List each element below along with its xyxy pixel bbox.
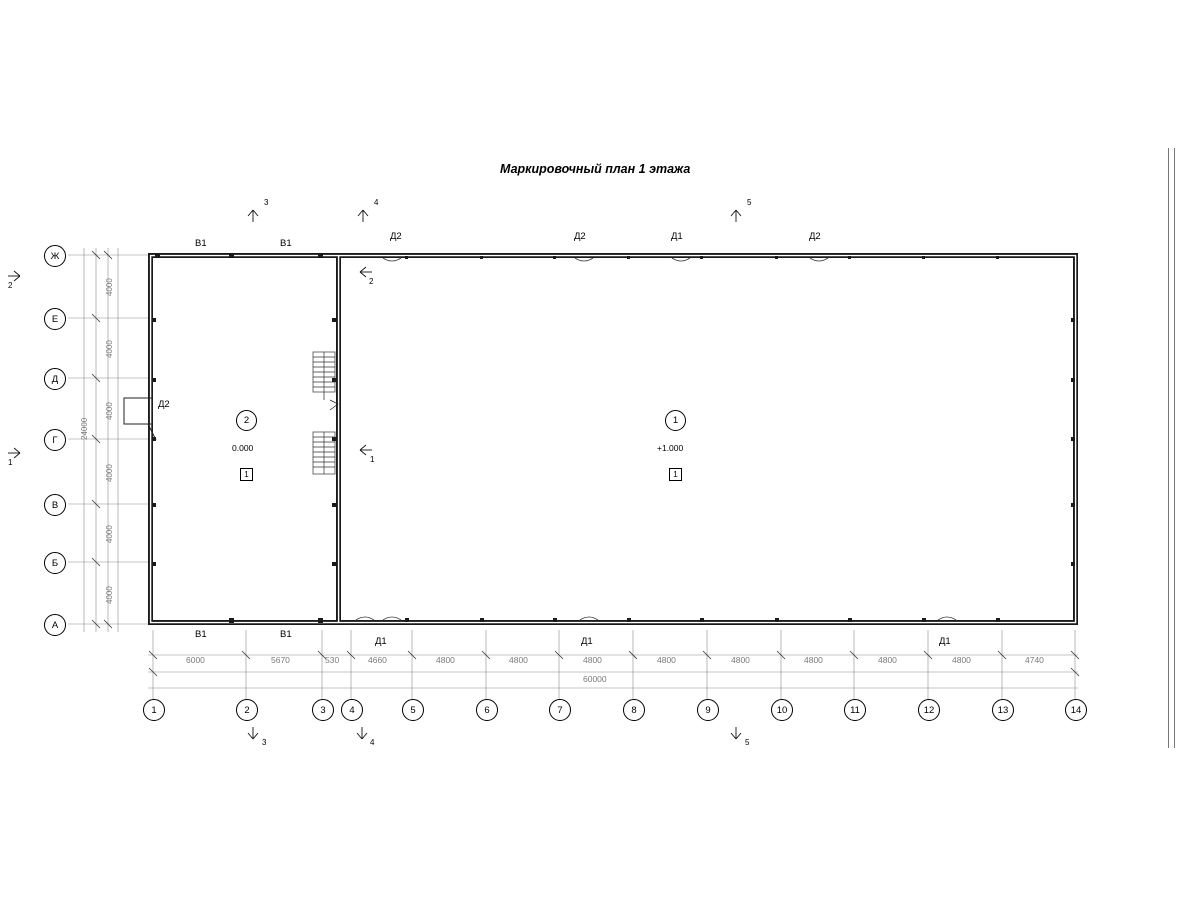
axis-bubble-a[interactable]: А <box>44 614 66 636</box>
door-label-top-3: Д2 <box>390 231 402 242</box>
door-label-left: Д2 <box>158 399 170 410</box>
hdim-11: 4800 <box>878 655 897 665</box>
section-mark-3-bottom: 3 <box>262 738 267 747</box>
door-label-bottom-3: Д1 <box>375 636 387 647</box>
door-label-top-6: Д2 <box>809 231 821 242</box>
section-mark-5-bottom: 5 <box>745 738 750 747</box>
axis-bubble-1[interactable]: 1 <box>143 699 165 721</box>
overall-width-dim: 60000 <box>583 674 607 684</box>
hdim-8: 4800 <box>657 655 676 665</box>
hdim-12: 4800 <box>952 655 971 665</box>
hdim-13: 4740 <box>1025 655 1044 665</box>
section-mark-1-left: 1 <box>8 458 13 467</box>
vdim-1: 4000 <box>105 278 114 296</box>
axis-bubble-10[interactable]: 10 <box>771 699 793 721</box>
hdim-2: 5670 <box>271 655 290 665</box>
vdim-3: 4000 <box>105 402 114 420</box>
axis-bubble-14[interactable]: 14 <box>1065 699 1087 721</box>
axis-bubble-e[interactable]: Е <box>44 308 66 330</box>
door-label-bottom-2: В1 <box>280 629 292 640</box>
door-label-top-2: В1 <box>280 238 292 249</box>
hdim-9: 4800 <box>731 655 750 665</box>
door-label-top-5: Д1 <box>671 231 683 242</box>
axis-bubble-9[interactable]: 9 <box>697 699 719 721</box>
room-number-1[interactable]: 1 <box>665 410 686 431</box>
vdim-2: 4000 <box>105 340 114 358</box>
axis-bubble-v[interactable]: В <box>44 494 66 516</box>
room-finish-1: 1 <box>669 468 682 481</box>
hdim-10: 4800 <box>804 655 823 665</box>
section-mark-4-bottom: 4 <box>370 738 375 747</box>
room-number-2[interactable]: 2 <box>236 410 257 431</box>
axis-bubble-12[interactable]: 12 <box>918 699 940 721</box>
axis-bubble-7[interactable]: 7 <box>549 699 571 721</box>
section-mark-1-inner: 1 <box>370 455 375 464</box>
door-label-bottom-1: В1 <box>195 629 207 640</box>
section-mark-5-top: 5 <box>747 198 752 207</box>
hdim-6: 4800 <box>509 655 528 665</box>
page-title: Маркировочный план 1 этажа <box>500 162 691 176</box>
overall-height-dim: 24000 <box>80 417 89 440</box>
vdim-6: 4000 <box>105 586 114 604</box>
room-level-2: 0.000 <box>232 443 254 453</box>
vdim-5: 4000 <box>105 525 114 543</box>
axis-bubble-b[interactable]: Б <box>44 552 66 574</box>
axis-bubble-2[interactable]: 2 <box>236 699 258 721</box>
axis-bubble-4[interactable]: 4 <box>341 699 363 721</box>
section-mark-3-top: 3 <box>264 198 269 207</box>
section-mark-2-left: 2 <box>8 281 13 290</box>
axis-bubble-zh[interactable]: Ж <box>44 245 66 267</box>
axis-bubble-13[interactable]: 13 <box>992 699 1014 721</box>
axis-bubble-6[interactable]: 6 <box>476 699 498 721</box>
room-finish-2: 1 <box>240 468 253 481</box>
hdim-4: 4660 <box>368 655 387 665</box>
door-label-bottom-4: Д1 <box>581 636 593 647</box>
hdim-7: 4800 <box>583 655 602 665</box>
hdim-5: 4800 <box>436 655 455 665</box>
axis-bubble-5[interactable]: 5 <box>402 699 424 721</box>
door-label-top-1: В1 <box>195 238 207 249</box>
vdim-4: 4000 <box>105 464 114 482</box>
hdim-1: 6000 <box>186 655 205 665</box>
axis-bubble-11[interactable]: 11 <box>844 699 866 721</box>
section-mark-2-inner: 2 <box>369 277 374 286</box>
axis-bubble-g[interactable]: Г <box>44 429 66 451</box>
hdim-3: 530 <box>325 655 340 665</box>
door-label-top-4: Д2 <box>574 231 586 242</box>
axis-bubble-d[interactable]: Д <box>44 368 66 390</box>
section-mark-4-top: 4 <box>374 198 379 207</box>
axis-bubble-8[interactable]: 8 <box>623 699 645 721</box>
axis-bubble-3[interactable]: 3 <box>312 699 334 721</box>
room-level-1: +1.000 <box>657 443 684 453</box>
door-label-bottom-5: Д1 <box>939 636 951 647</box>
